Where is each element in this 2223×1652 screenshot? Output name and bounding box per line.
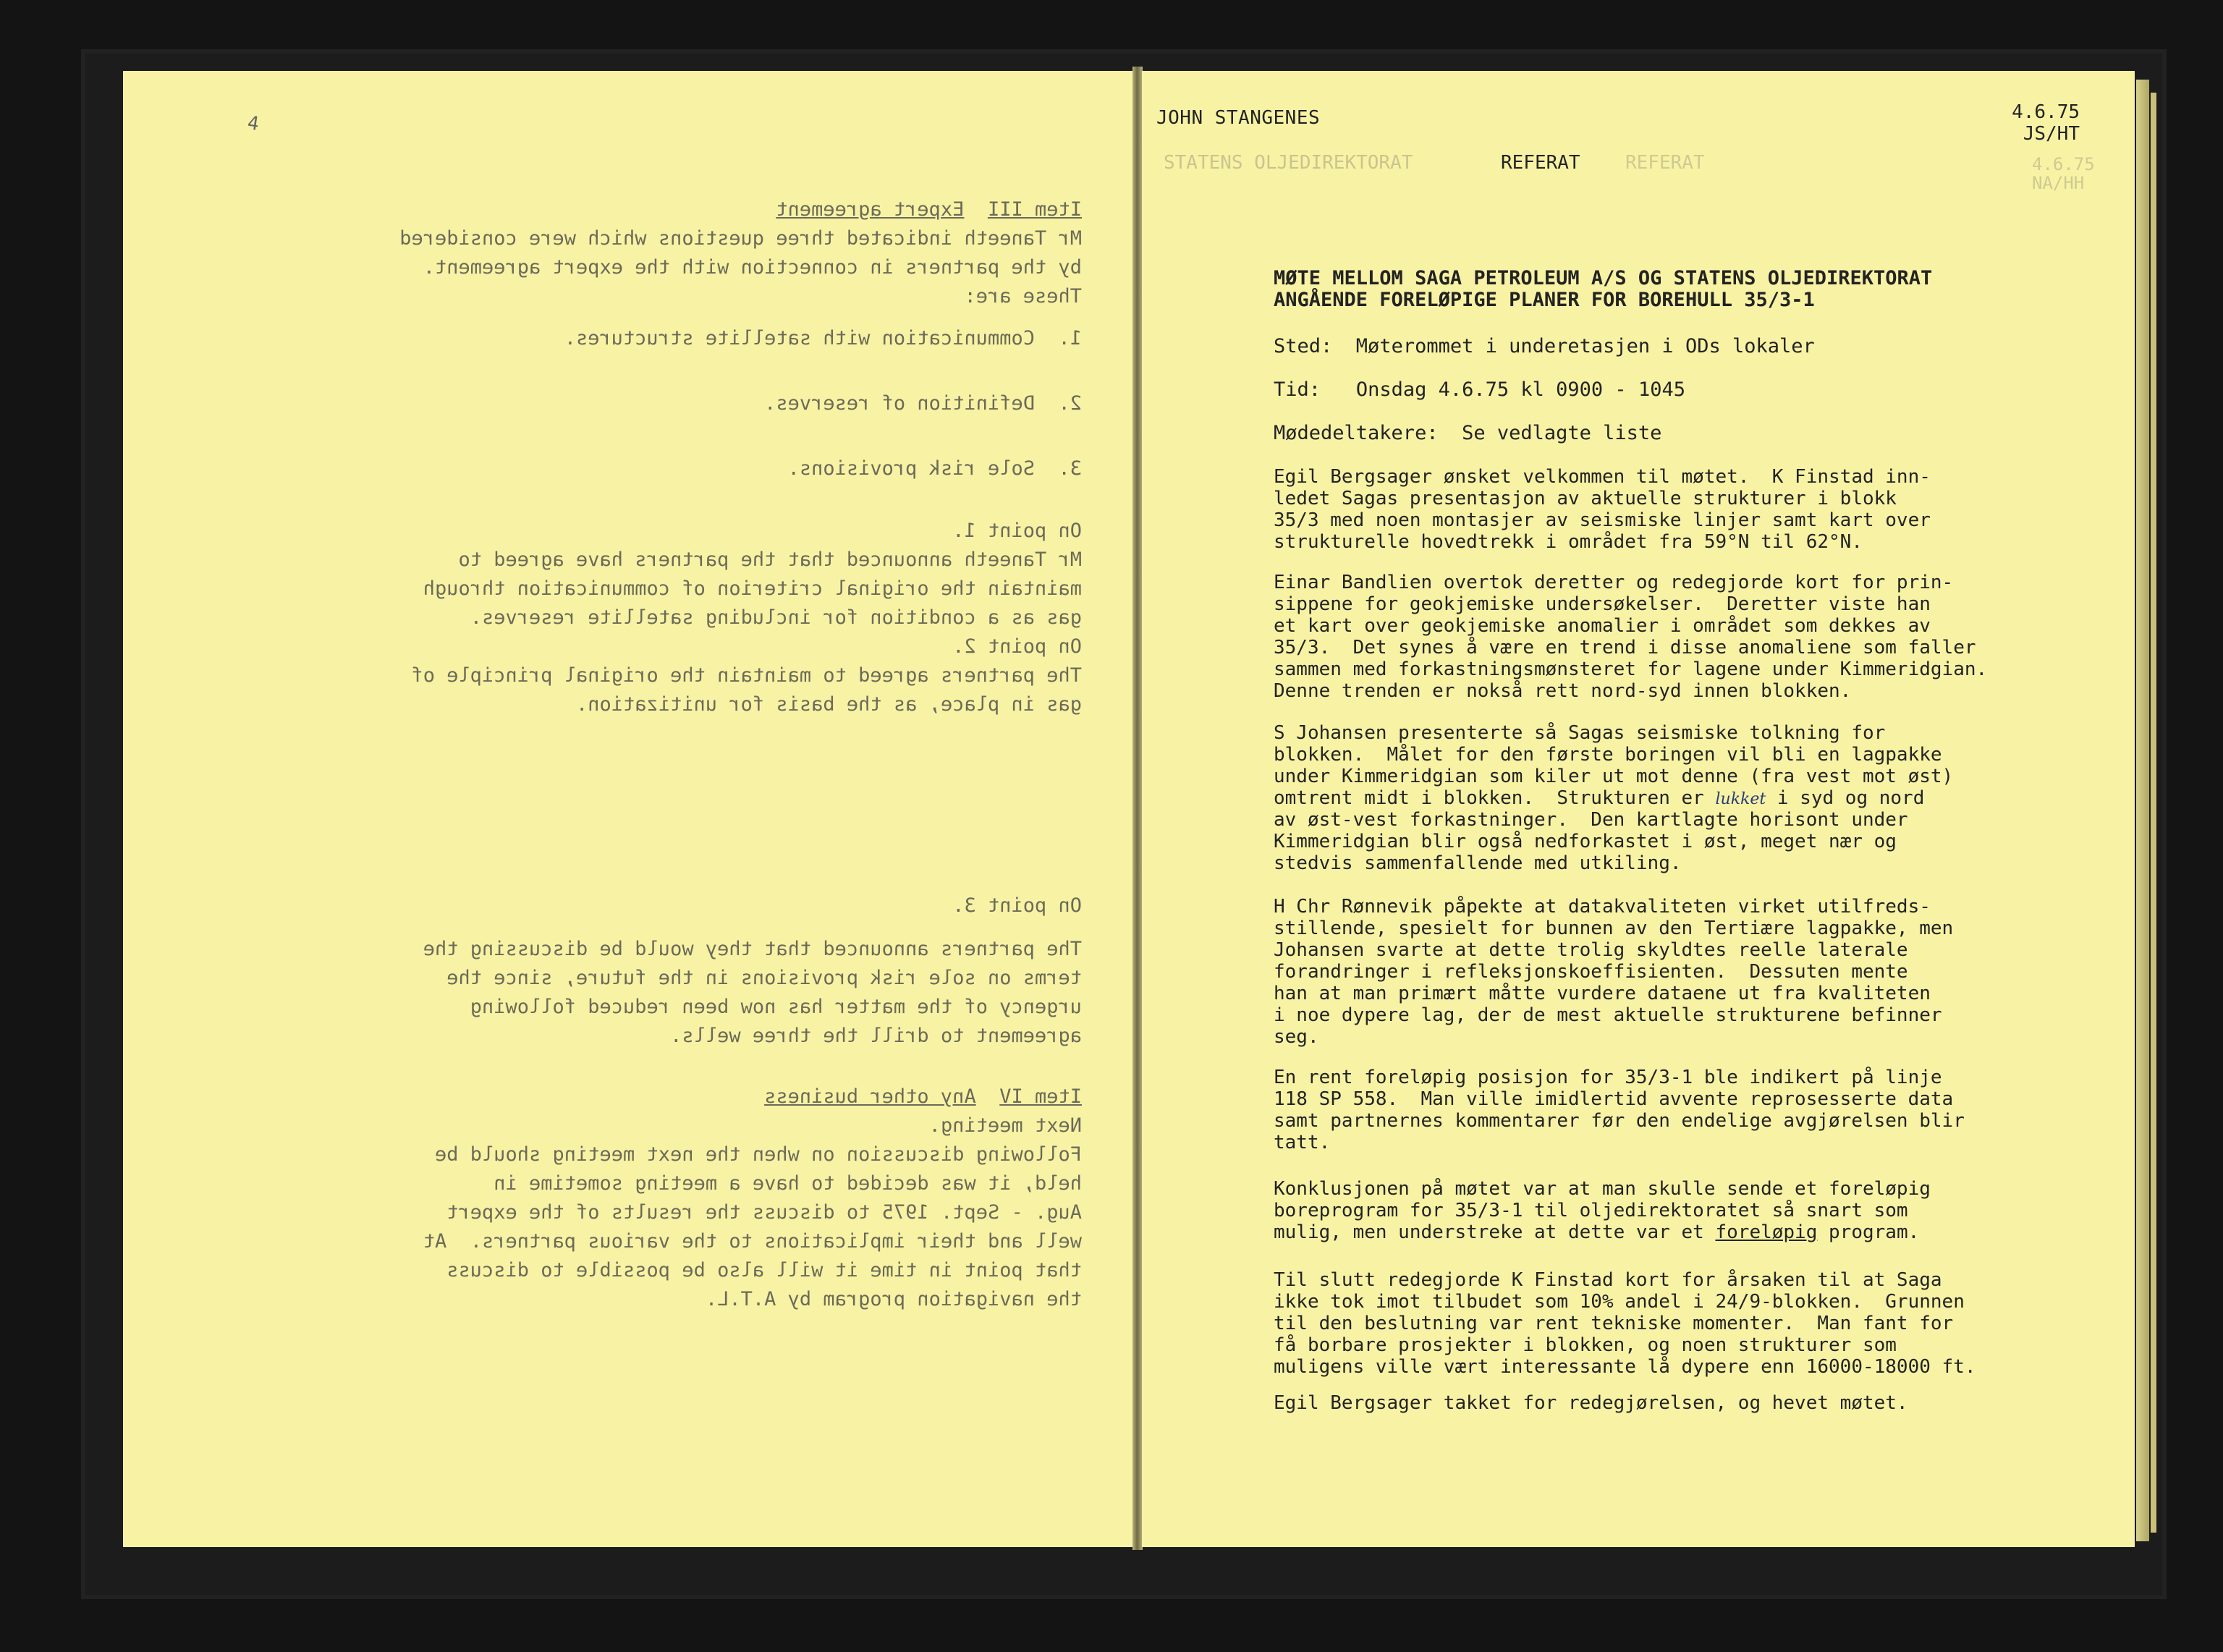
para-line: En rent foreløpig posisjon for 35/3-1 ble indikert på linje	[1274, 1067, 1942, 1088]
para-line: tatt.	[1274, 1132, 1331, 1153]
paragraph-2	[1274, 572, 2106, 702]
closing-line: Egil Bergsager takket for redegjørelsen, og hevet møtet.	[1274, 1392, 1908, 1414]
header-org: STATENS OLJEDIREKTORAT	[1164, 152, 1413, 174]
left-line: The partners announced that they would be discussing the	[423, 938, 1082, 960]
paragraph-8	[1274, 1392, 2106, 1414]
left-page	[123, 71, 1132, 1547]
para-line: Konklusjonen på møtet var at man skulle sende et foreløpig	[1274, 1178, 1931, 1200]
left-line: urgency of the matter has now been reduced following	[470, 996, 1082, 1018]
deltakere-label: Mødedeltakere:	[1274, 422, 1439, 444]
deltakere-field	[1274, 423, 1661, 444]
document-title	[1274, 268, 1932, 311]
sted-value: Møterommet i underetasjen i ODs lokaler	[1355, 335, 1815, 357]
para-line: til den beslutning var rent tekniske momenter. Man fant for	[1274, 1313, 1954, 1334]
para-text: i syd og nord	[1766, 787, 1925, 809]
para-line: S Johansen presenterte så Sagas seismiske tolkning for	[1274, 722, 1886, 744]
para-line: blokken. Målet for den første boringen vil bli en lagpakke	[1274, 744, 1942, 766]
para-line: et kart over geokjemiske anomalier i området som dekkes av	[1274, 615, 1931, 637]
left-line: Aug. - Sept. 1975 to discuss the results of the expert	[446, 1201, 1082, 1224]
para-line: han at man primært måtte vurdere dataene ut fra kvaliteten	[1274, 983, 1931, 1004]
para-line: muligens ville vært interessante lå dypere enn 16000-18000 ft.	[1274, 1356, 1976, 1378]
para-line: ledet Sagas presentasjon av aktuelle strukturer i blokk	[1274, 488, 1897, 509]
sted-field	[1274, 336, 1815, 357]
para-line: Til slutt redegjorde K Finstad kort for årsaken til at Saga	[1274, 1269, 1942, 1291]
left-line: Mr Taneeth indicated three questions which were considered	[399, 227, 1082, 250]
underlined-word: foreløpig	[1715, 1221, 1818, 1243]
para-line: ikke tok imot tilbudet som 10% andel i 24/9-blokken. Grunnen	[1274, 1291, 1965, 1313]
para-line: boreprogram for 35/3-1 til oljedirektoratet så snart som	[1274, 1200, 1908, 1221]
para-line: få borbare prosjekter i blokken, og noen strukturer som	[1274, 1334, 1897, 1356]
paragraph-1	[1274, 466, 2106, 553]
header-referat: REFERAT	[1501, 152, 1580, 174]
left-line: gas in place, as the basis for unitization.	[576, 693, 1082, 716]
point-item: 1. Communication with satellite structures.	[564, 327, 1082, 350]
paragraph-3	[1274, 722, 2106, 874]
para-line: 35/3. Det synes å være en trend i disse anomaliene som faller	[1274, 637, 1976, 658]
tid-field	[1274, 379, 1685, 401]
para-line: i noe dypere lag, der de mest aktuelle strukturene befinner	[1274, 1004, 1942, 1026]
para-text: program.	[1817, 1221, 1920, 1243]
para-text: mulig, men understreke at dette var et	[1274, 1221, 1716, 1243]
paragraph-6	[1274, 1178, 2106, 1243]
left-line: maintain the original criterion of communication through	[423, 577, 1082, 600]
item-iv-label: Item IV	[999, 1085, 1082, 1108]
para-line: seg.	[1274, 1026, 1319, 1048]
paragraph-5	[1274, 1067, 2106, 1153]
page-stack-edge	[2136, 80, 2149, 1541]
header-ghost-date: 4.6.75	[2032, 154, 2095, 174]
para-line: 118 SP 558. Man ville imidlertid avvente reprosesserte data	[1274, 1088, 1954, 1110]
para-line: 35/3 med noen montasjer av seismiske linjer samt kart over	[1274, 509, 1931, 531]
para-line: forandringer i refleksjonskoeffisienten. Dessuten mente	[1274, 961, 1908, 983]
header-name: JOHN STANGENES	[1156, 107, 1321, 129]
next-meeting-head: Next meeting.	[928, 1114, 1082, 1137]
deltakere-value: Se vedlagte liste	[1462, 422, 1662, 444]
point-item: 2. Definition of reserves.	[764, 392, 1082, 415]
para-line: sammen med forkastningsmønsteret for lagene under Kimmeridgian.	[1274, 658, 1988, 680]
page-gutter	[1132, 67, 1143, 1550]
point1-head: On point 1.	[952, 520, 1082, 542]
tid-value: Onsdag 4.6.75 kl 0900 - 1045	[1355, 378, 1685, 401]
left-line: by the partners in connection with the expert agreement.	[423, 256, 1082, 279]
page-stack-edge-inner	[2151, 93, 2156, 1533]
para-line: stedvis sammenfallende med utkiling.	[1274, 852, 1682, 874]
left-line: well and their implications to the various partners. At	[423, 1230, 1082, 1253]
para-line-with-handwriting	[1274, 787, 2106, 809]
page-number: 4	[245, 112, 261, 135]
para-line: av øst-vest forkastninger. Den kartlagte horisont under	[1274, 809, 1908, 831]
para-line: sippene for geokjemiske undersøkelser. Deretter viste han	[1274, 593, 1931, 615]
left-line: The partners agreed to maintain the original principle of	[411, 664, 1082, 687]
para-line: Denne trenden er nokså rett nord-syd innen blokken.	[1274, 680, 1852, 702]
para-line: under Kimmeridgian som kiler ut mot denne (fra vest mot øst)	[1274, 766, 1954, 787]
header-referat-ghost: REFERAT	[1625, 152, 1705, 174]
header-ghost-date-block	[2032, 155, 2095, 192]
title-line: MØTE MELLOM SAGA PETROLEUM A/S OG STATENS OLJEDIREKTORAT	[1274, 267, 1933, 289]
left-line: the navigation program by A.T.L.	[705, 1288, 1082, 1310]
point2-head: On point 2.	[952, 635, 1082, 658]
para-line-underlined	[1274, 1221, 2106, 1243]
left-line: agreement to drill the three wells.	[670, 1025, 1082, 1047]
para-line: Kimmeridgian blir også nedforkastet i øst, meget nær og	[1274, 831, 1897, 852]
header-date: 4.6.75	[2012, 101, 2080, 123]
para-line: samt partnernes kommentarer før den endelige avgjørelsen blir	[1274, 1110, 1965, 1132]
left-line: that point in time it will also be possible to discuss	[446, 1259, 1082, 1282]
point-item: 3. Sole risk provisions.	[787, 457, 1082, 480]
header-date-block	[2012, 101, 2080, 145]
header-ghost-initials: NA/HH	[2032, 173, 2085, 193]
left-line: Mr Taneeth announced that the partners have agreed to	[458, 548, 1082, 571]
left-line: held, it was decided to have a meeting sometime in	[494, 1172, 1082, 1195]
left-line: Following discussion on when the next meeting should be	[434, 1143, 1082, 1166]
paragraph-4	[1274, 896, 2106, 1048]
left-line: terms on sole risk provisions in the future, since the	[446, 967, 1082, 989]
title-line: ANGÅENDE FORELØPIGE PLANER FOR BOREHULL 35/3-1	[1274, 289, 1815, 311]
para-line: strukturelle hovedtrekk i området fra 59°N til 62°N.	[1274, 531, 1863, 553]
item-iv-heading: Any other business	[764, 1085, 976, 1108]
para-line: Einar Bandlien overtok deretter og redegjorde kort for prin-	[1274, 572, 1954, 593]
para-line: stillende, spesielt for bunnen av den Tertiære lagpakke, men	[1274, 918, 1954, 939]
left-line: gas as a condition for including satellite reserves.	[470, 606, 1082, 629]
sted-label: Sted:	[1274, 335, 1333, 357]
para-text: omtrent midt i blokken. Strukturen er	[1274, 787, 1716, 809]
left-page-mirrored-text	[123, 71, 1132, 1547]
point3-head: On point 3.	[952, 894, 1082, 917]
tid-label: Tid:	[1274, 378, 1321, 401]
right-page	[1142, 71, 2135, 1547]
left-line: These are:	[964, 285, 1082, 308]
header-initials: JS/HT	[2023, 123, 2080, 145]
para-line: Johansen svarte at dette trolig skyldtes reelle laterale	[1274, 939, 1908, 961]
item-iii-label: Item III	[987, 198, 1082, 221]
para-line: Egil Bergsager ønsket velkommen til møtet. K Finstad inn-	[1274, 466, 1931, 488]
item-iii-heading: Expert agreement	[776, 198, 965, 221]
para-line: H Chr Rønnevik påpekte at datakvaliteten virket utilfreds-	[1274, 896, 1931, 918]
handwritten-insert: lukket	[1715, 790, 1766, 808]
paragraph-7	[1274, 1269, 2106, 1378]
